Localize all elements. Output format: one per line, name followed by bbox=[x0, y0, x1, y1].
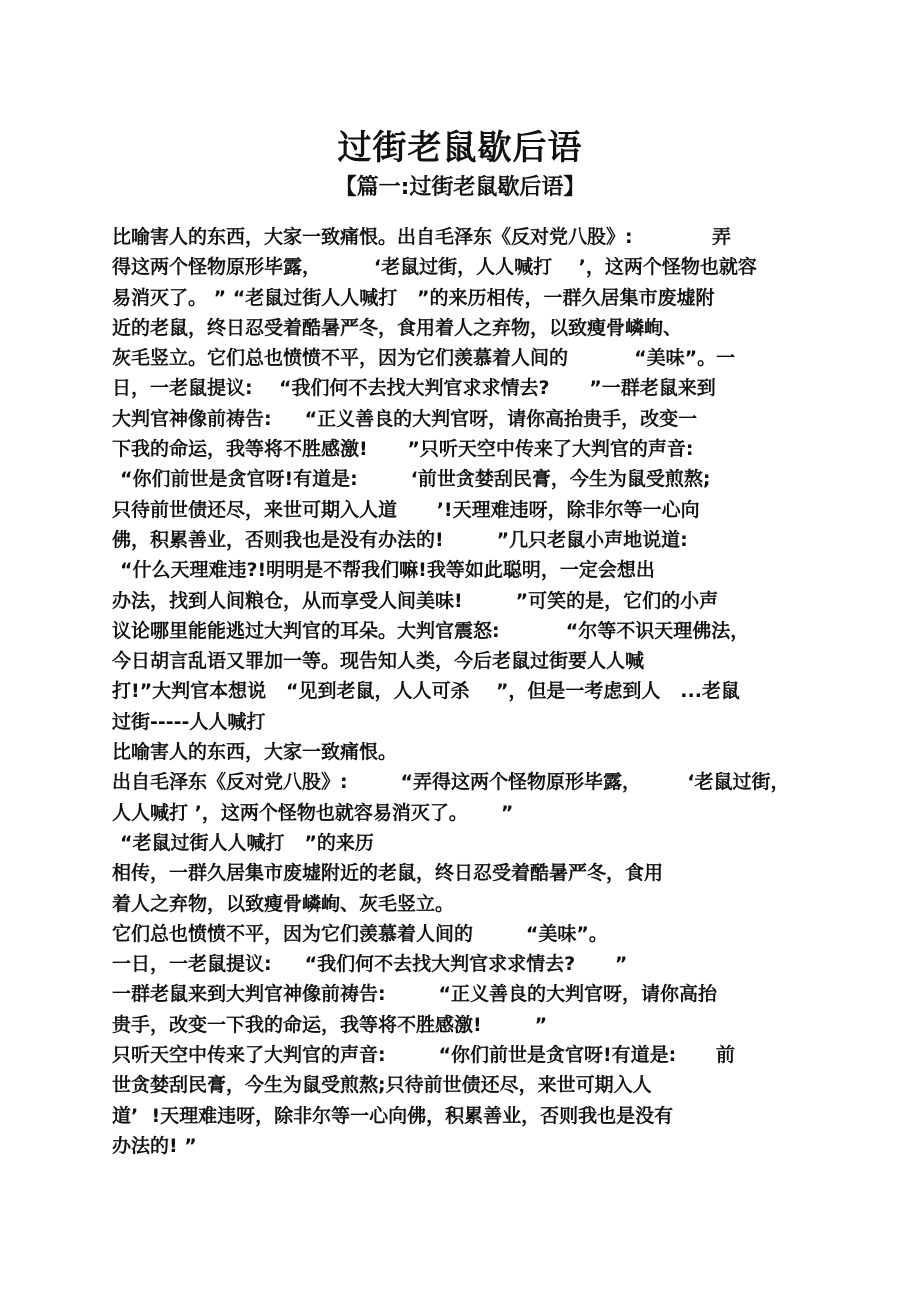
text-line: 比喻害人的东西，大家一致痛恨。出自毛泽东《反对党八股》: 弄 bbox=[112, 226, 731, 248]
text-line: “你们前世是贪官呀!有道是: ‘前世贪婪刮民膏，今生为鼠受煎熬; bbox=[120, 468, 711, 491]
text-line: 道’ !天理难违呀，除非尔等一心向佛，积累善业，否则我也是没有 bbox=[112, 1104, 674, 1127]
text-line: 佛，积累善业，否则我也是没有办法的! ”几只老鼠小声地说道: bbox=[112, 528, 688, 551]
page-title: 过街老鼠歇后语 bbox=[337, 128, 583, 168]
text-line: 办法的! ” bbox=[112, 1134, 197, 1157]
text-line: “老鼠过街人人喊打 ”的来历 bbox=[120, 831, 374, 854]
text-line: 一群老鼠来到大判官神像前祷告: “正义善良的大判官呀，请你高抬 bbox=[112, 983, 718, 1006]
text-line: 相传，一群久居集市废墟附近的老鼠，终日忍受着酷暑严冬，食用 bbox=[112, 862, 664, 885]
text-line: 贵手，改变一下我的命运，我等将不胜感激! ” bbox=[112, 1013, 548, 1036]
body-text bbox=[112, 222, 812, 1161]
text-line: 过街-----人人喊打 bbox=[112, 710, 266, 733]
text-line: 日，一老鼠提议: “我们何不去找大判官求求情去? ”一群老鼠来到 bbox=[112, 377, 716, 400]
text-line: 一日，一老鼠提议: “我们何不去找大判官求求情去? ” bbox=[112, 953, 628, 976]
text-line: 办法，找到人间粮仓，从而享受人间美味! ”可笑的是，它们的小声 bbox=[112, 589, 719, 612]
text-line: 灰毛竖立。它们总也愤愤不平，因为它们羡慕着人间的 “美味”。一 bbox=[112, 347, 736, 370]
text-line: 下我的命运，我等将不胜感激! ”只听天空中传来了大判官的声音: bbox=[112, 438, 694, 461]
text-line: 只待前世债还尽，来世可期入人道 ’!天理难违呀，除非尔等一心向 bbox=[112, 498, 700, 521]
text-line: 出自毛泽东《反对党八股》: “弄得这两个怪物原形毕露， ‘老鼠过街， bbox=[112, 771, 790, 794]
text-line: 近的老鼠，终日忍受着酷暑严冬，食用着人之弃物，以致瘦骨嶙峋、 bbox=[112, 316, 683, 339]
text-line: 大判官神像前祷告: “正义善良的大判官呀，请你高抬贵手，改变一 bbox=[112, 407, 698, 430]
text-line: 比喻害人的东西，大家一致痛恨。 bbox=[112, 741, 398, 764]
text-line: 易消灭了。 ” “老鼠过街人人喊打 ”的来历相传，一群久居集市废墟附 bbox=[112, 286, 715, 309]
text-line: 打!”大判官本想说 “见到老鼠，人人可杀 ”，但是一考虑到人 ...老鼠 bbox=[112, 680, 740, 703]
text-line: 议论哪里能能逃过大判官的耳朵。大判官震怒: “尔等不识天理佛法， bbox=[112, 619, 750, 642]
section-heading: 【篇一:过街老鼠歇后语】 bbox=[334, 175, 586, 200]
text-line: 它们总也愤愤不平，因为它们羡慕着人间的 “美味”。 bbox=[112, 922, 608, 945]
text-line: 得这两个怪物原形毕露， ‘老鼠过街，人人喊打 ’，这两个怪物也就容 bbox=[112, 256, 757, 279]
text-line: 今日胡言乱语又罪加一等。现告知人类，今后老鼠过街要人人喊 bbox=[112, 650, 645, 673]
text-line: 着人之弃物，以致瘦骨嶙峋、灰毛竖立。 bbox=[112, 892, 455, 915]
text-line: 世贪婪刮民膏，今生为鼠受煎熬;只待前世债还尽，来世可期入人 bbox=[112, 1074, 652, 1097]
text-line: 只听天空中传来了大判官的声音: “你们前世是贪官呀!有道是: 前 bbox=[112, 1044, 735, 1067]
text-line: “什么天理难违?!明明是不帮我们嘛!我等如此聪明，一定会想出 bbox=[120, 559, 655, 582]
text-line: 人人喊打 ’，这两个怪物也就容易消灭了。 ” bbox=[112, 801, 514, 824]
